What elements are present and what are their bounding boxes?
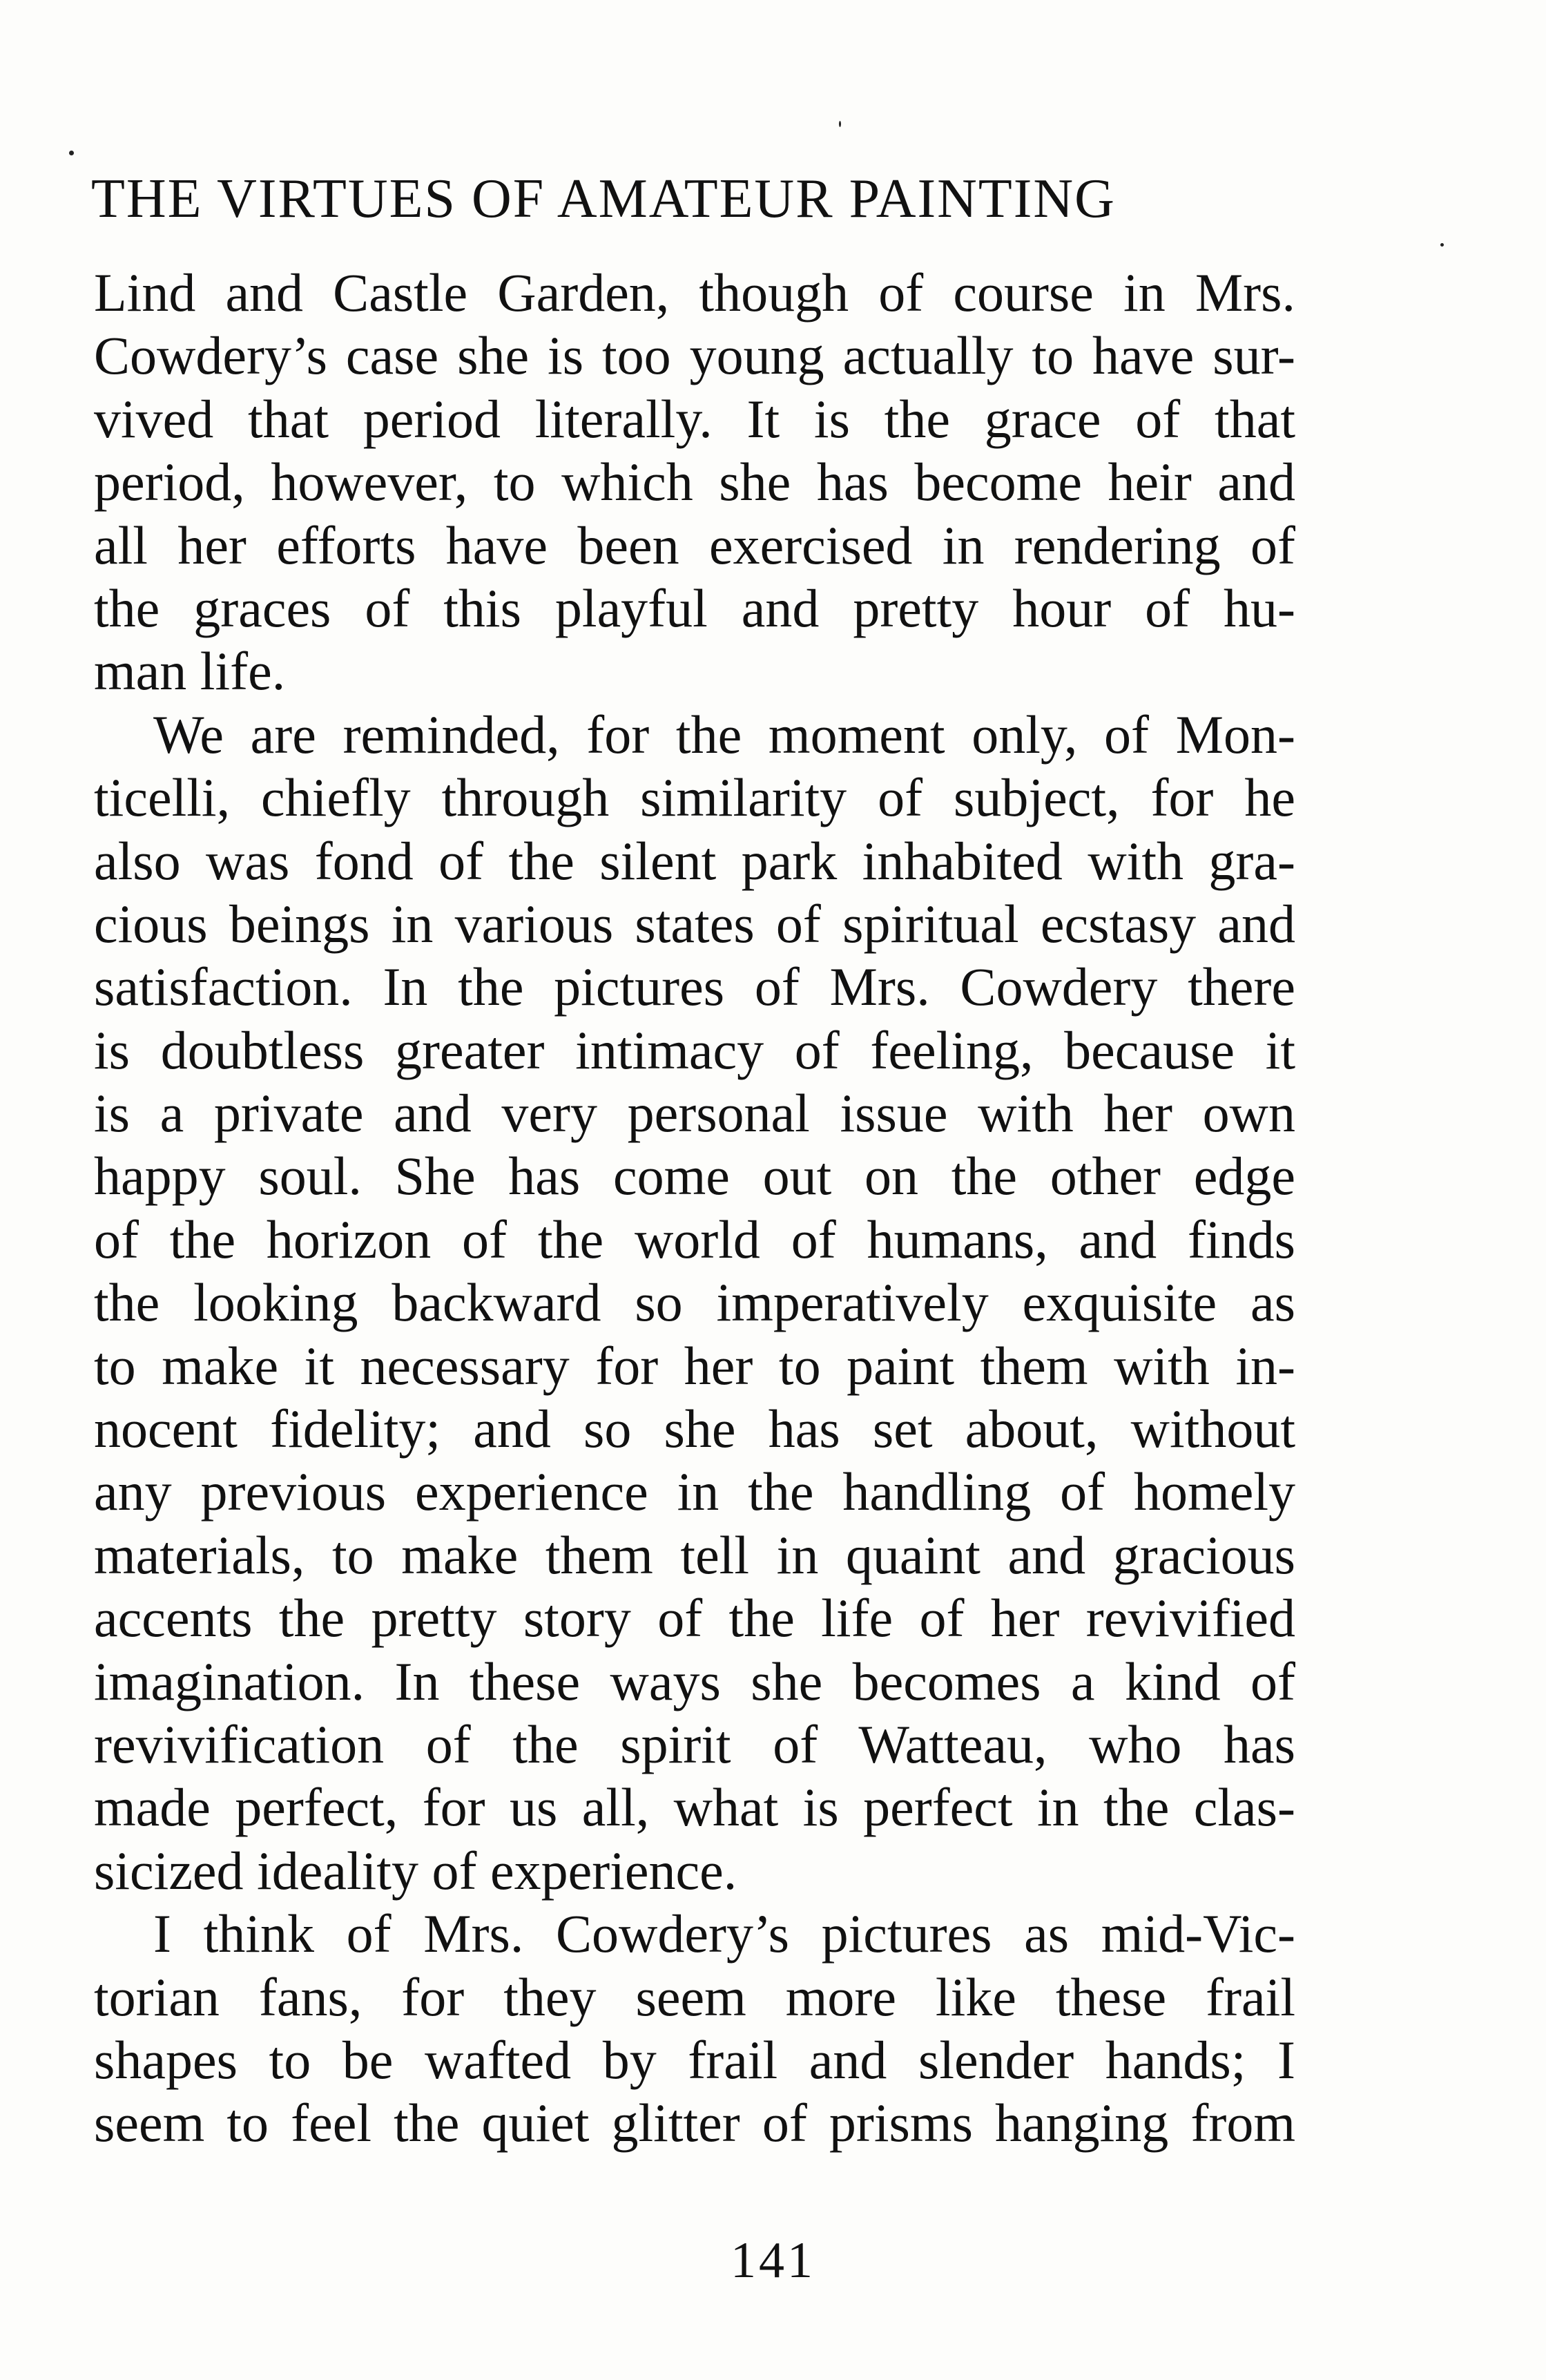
text-line: imagination. In these ways she becomes a kind of <box>94 1651 1295 1711</box>
text-line: materials, to make them tell in quaint and gracious <box>94 1524 1295 1585</box>
text-line: man life. <box>94 641 286 702</box>
text-line: accents the pretty story of the life of her revivified <box>94 1588 1295 1649</box>
text-line: ticelli, chiefly through similarity of subject, for he <box>94 767 1295 828</box>
text-line: satisfaction. In the pictures of Mrs. Cowdery there <box>94 957 1295 1017</box>
text-line: happy soul. She has come out on the other edge <box>94 1146 1295 1207</box>
text-line: all her efforts have been exercised in rendering of <box>94 515 1295 575</box>
ink-speck <box>69 151 74 155</box>
body-text <box>94 261 1295 2155</box>
text-line: I think of Mrs. Cowdery’s pictures as mid-Vic- <box>153 1903 1295 1964</box>
text-line: also was fond of the silent park inhabited with gra- <box>94 830 1295 891</box>
text-line: is doubtless greater intimacy of feeling, because it <box>94 1019 1295 1080</box>
text-line: cious beings in various states of spiritual ecstasy and <box>94 893 1295 954</box>
text-line: is a private and very personal issue with her own <box>94 1083 1295 1144</box>
text-line: torian fans, for they seem more like these frail <box>94 1966 1295 2027</box>
text-line: any previous experience in the handling of homely <box>94 1461 1295 1522</box>
text-line: nocent fidelity; and so she has set about, without <box>94 1399 1295 1459</box>
text-line: of the horizon of the world of humans, and finds <box>94 1209 1295 1269</box>
ink-speck <box>839 121 841 127</box>
text-line: shapes to be wafted by frail and slender hands; I <box>94 2029 1295 2090</box>
text-line: vived that period literally. It is the grace of that <box>94 388 1295 449</box>
text-line: revivification of the spirit of Watteau, who has <box>94 1714 1295 1774</box>
text-line: We are reminded, for the moment only, of Mon- <box>153 704 1295 765</box>
text-line: Lind and Castle Garden, though of course in Mrs. <box>94 262 1295 323</box>
text-line: seem to feel the quiet glitter of prisms hanging from <box>94 2093 1295 2153</box>
text-line: to make it necessary for her to paint them with in- <box>94 1335 1295 1396</box>
text-line: made perfect, for us all, what is perfect in the clas- <box>94 1777 1295 1838</box>
page-number: 141 <box>731 2232 815 2289</box>
running-head: THE VIRTUES OF AMATEUR PAINTING <box>91 169 1116 229</box>
text-line: sicized ideality of experience. <box>94 1840 737 1901</box>
text-line: period, however, to which she has become heir and <box>94 452 1295 512</box>
text-line: the graces of this playful and pretty hour of hu- <box>94 577 1295 638</box>
text-line: the looking backward so imperatively exquisite as <box>94 1272 1295 1333</box>
text-line: Cowdery’s case she is too young actually to have sur- <box>94 325 1295 386</box>
ink-speck <box>1440 243 1444 247</box>
